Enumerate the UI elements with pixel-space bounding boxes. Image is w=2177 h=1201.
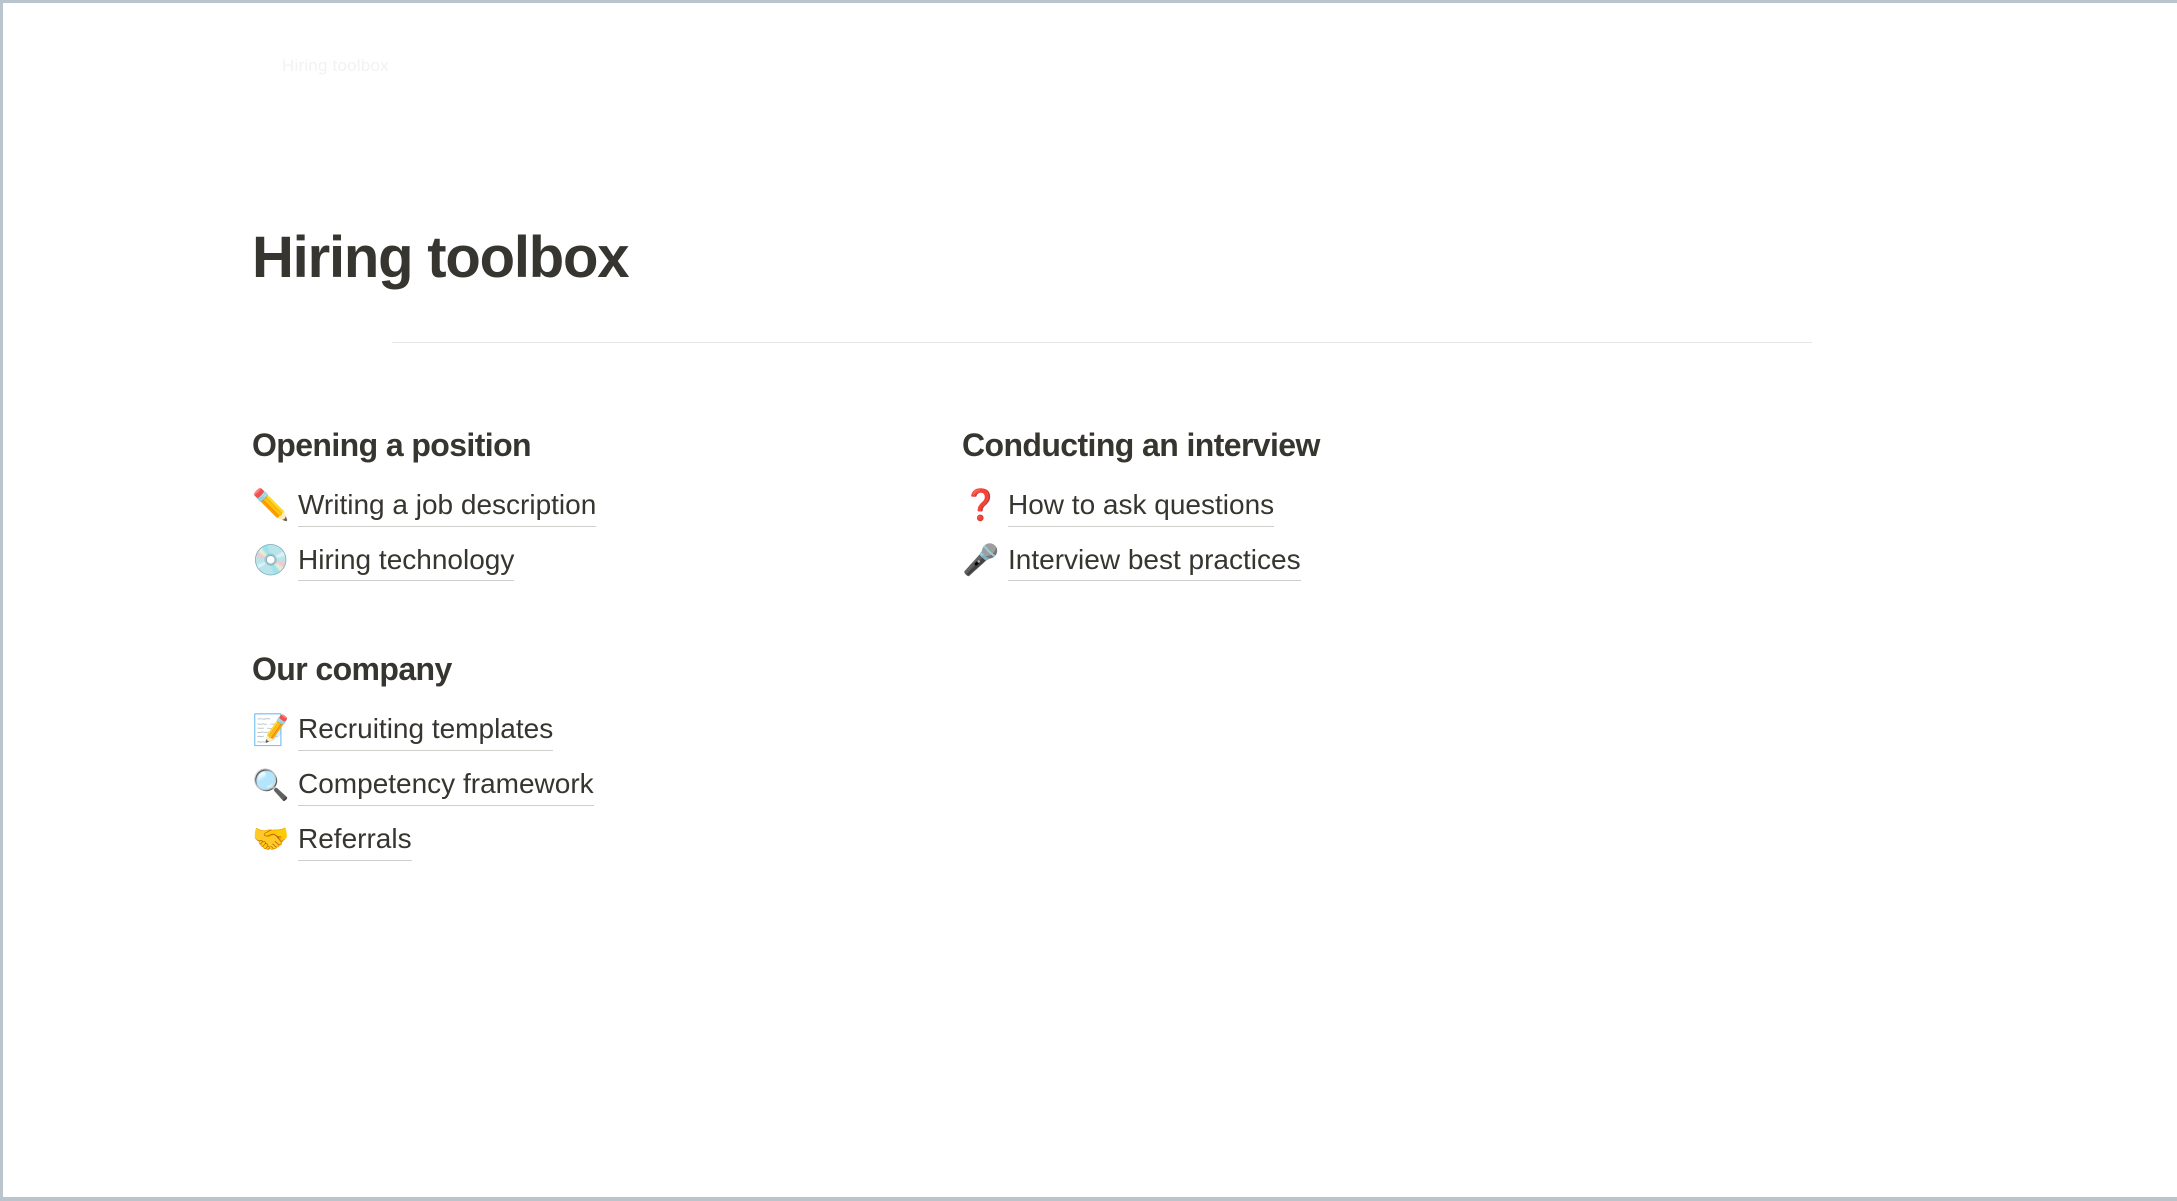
memo-icon: 📝 [252,712,290,748]
list-item-label[interactable]: Hiring technology [298,541,514,582]
title-divider [392,342,1812,343]
right-column [962,427,1662,875]
content-columns [252,427,1952,875]
question-mark-icon: ❓ [962,488,1000,524]
list-item[interactable] [962,486,1662,527]
pencil-icon: ✏️ [252,488,290,524]
list-item[interactable] [962,541,1662,582]
section-heading: Conducting an interview [962,426,1320,463]
page-title: Hiring toolbox [252,225,629,290]
list-item[interactable] [252,486,962,527]
page-left-border [0,0,3,1201]
list-item[interactable] [252,541,962,582]
section-our-company [252,651,962,860]
list-item-label[interactable]: Competency framework [298,765,594,806]
list-item[interactable] [252,765,962,806]
list-item-label[interactable]: Recruiting templates [298,710,553,751]
optical-disc-icon: 💿 [252,542,290,578]
list-item[interactable] [252,710,962,751]
list-item[interactable] [252,820,962,861]
microphone-icon: 🎤 [962,542,1000,578]
list-item-label[interactable]: Interview best practices [1008,541,1301,582]
section-conducting-an-interview [962,427,1662,582]
section-heading: Opening a position [252,426,531,463]
section-opening-a-position [252,427,962,582]
left-column [252,427,962,875]
document-body [252,0,1952,875]
section-heading: Our company [252,651,452,688]
list-item-label[interactable]: Referrals [298,820,412,861]
page-bottom-border [0,1197,2177,1201]
handshake-icon: 🤝 [252,822,290,858]
breadcrumb[interactable]: Hiring toolbox [282,56,389,75]
list-item-label[interactable]: How to ask questions [1008,486,1274,527]
list-item-label[interactable]: Writing a job description [298,486,596,527]
magnifying-glass-icon: 🔍 [252,767,290,803]
